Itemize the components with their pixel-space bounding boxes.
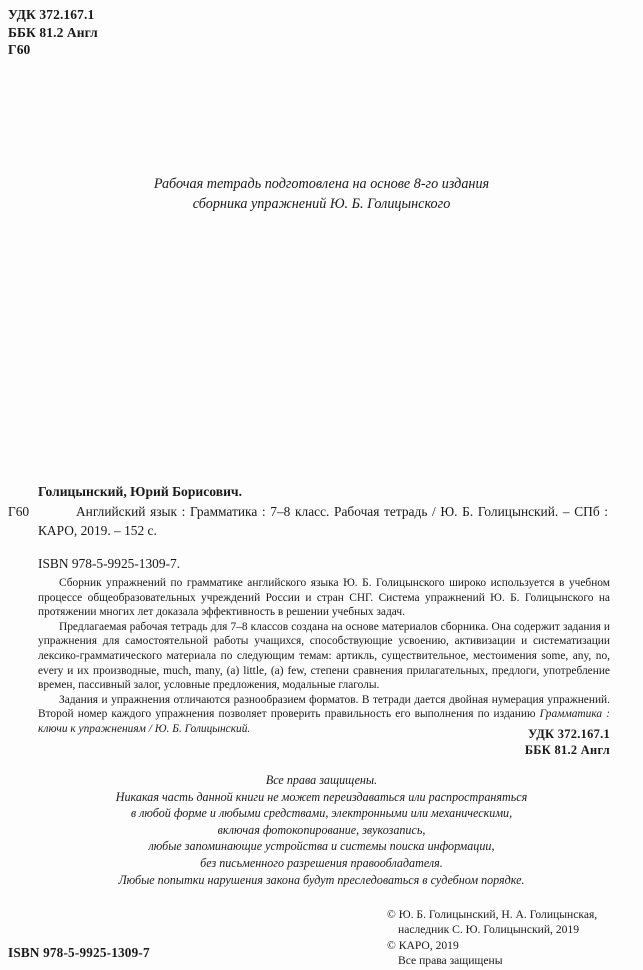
bbk-code-top: ББК 81.2 Англ [8, 24, 98, 40]
annotation-block [38, 576, 610, 737]
copyright-line-1: © Ю. Б. Голицынский, Н. А. Голицынская, [387, 908, 598, 921]
epigraph-block [0, 174, 643, 214]
biblio-author: Голицынский, Юрий Борисович. [38, 484, 242, 499]
copyright-line-4: Все права защищены [398, 954, 503, 968]
isbn-bottom: ISBN 978-5-9925-1309-7 [8, 945, 150, 960]
annotation-p2-latin-terms-2: much, many, (a) little, (a) few [163, 664, 304, 677]
epigraph-line-1: Рабочая тетрадь подготовлена на основе 8-го издания [153, 176, 490, 192]
rights-line-2: Никакая часть данной книги не может переиздаваться или распространяться [115, 789, 528, 804]
rights-line-7: Любые попытки нарушения закона будут преследоваться в судебном порядке. [118, 872, 525, 887]
classification-codes-right [525, 727, 610, 758]
annotation-p2-part-3: , степени сравнения прилагательных, предлоги, употребление времен, пассивный залог, условные предложения, модальные глаголы. [38, 664, 610, 692]
rights-line-6: без письменного разрешения правообладателя. [200, 855, 443, 870]
biblio-description-text: Английский язык : Грамматика : 7–8 класс. Рабочая тетрадь / Ю. Б. Голицынский. – СПб : КАРО, 2019. – 152 с. [38, 504, 608, 538]
classification-codes-top [8, 6, 98, 59]
bbk-code-right: ББК 81.2 Англ [524, 742, 610, 757]
copyright-line-2: наследник С. Ю. Голицынский, 2019 [398, 923, 580, 937]
epigraph-line-2: сборника упражнений Ю. Б. Голицынского [192, 196, 451, 212]
annotation-paragraph-1: Сборник упражнений по грамматике английского языка Ю. Б. Голицынского широко используется в учебном процессе общеобразовательных учреждений России и стран СНГ. Система упражнений Ю. Б. Голицынского на протяжении многих лет доказала эффективность в решении учебных задач. [38, 577, 610, 619]
biblio-isbn: ISBN 978-5-9925-1309-7. [38, 556, 181, 571]
annotation-p3-referenced-title: Грамматика : ключи к упражнениям / Ю. Б. Голицынский. [38, 708, 610, 735]
rights-line-1: Все права защищены. [265, 773, 378, 787]
annotation-p2-part-2: и их производные, [63, 664, 164, 677]
annotation-p3-part-1: Задания и упражнения отличаются разнообразием форматов. В тетради дается двойная нумерация упражнений. Второй номер каждого упражнения позволяет проверить правильность его выполнения по изданию [38, 693, 610, 721]
annotation-p2-latin-terms-1: some, any, no, every [38, 649, 610, 677]
rights-line-3: в любой форме и любыми средствами, электронными или механическими, [130, 806, 513, 821]
udk-code-top: УДК 372.167.1 [8, 7, 95, 22]
annotation-p2-part-1: Предлагаемая рабочая тетрадь для 7–8 классов создана на основе материалов сборника. Она содержит задания и упражнения для самостоятельной работы учащихся, способствующие усвоению, активизации и систематизации лексико-грамматического материала по следующим темам: артикль, существительное, местоимения [38, 620, 610, 662]
rights-line-4: включая фотокопирование, звукозапись, [217, 822, 426, 837]
biblio-body [8, 503, 608, 540]
udk-code-right: УДК 372.167.1 [528, 727, 610, 741]
copyright-line-3: © КАРО, 2019 [387, 938, 459, 952]
copyright-block [387, 907, 625, 969]
annotation-paragraph-2 [38, 620, 610, 693]
shelf-code-top: Г60 [8, 42, 31, 57]
rights-reserved-block [0, 772, 643, 888]
rights-line-5: любые запоминающие устройства и системы поиска информации, [148, 839, 495, 854]
biblio-shelf-code: Г60 [8, 504, 30, 519]
bibliographic-description [8, 483, 608, 573]
